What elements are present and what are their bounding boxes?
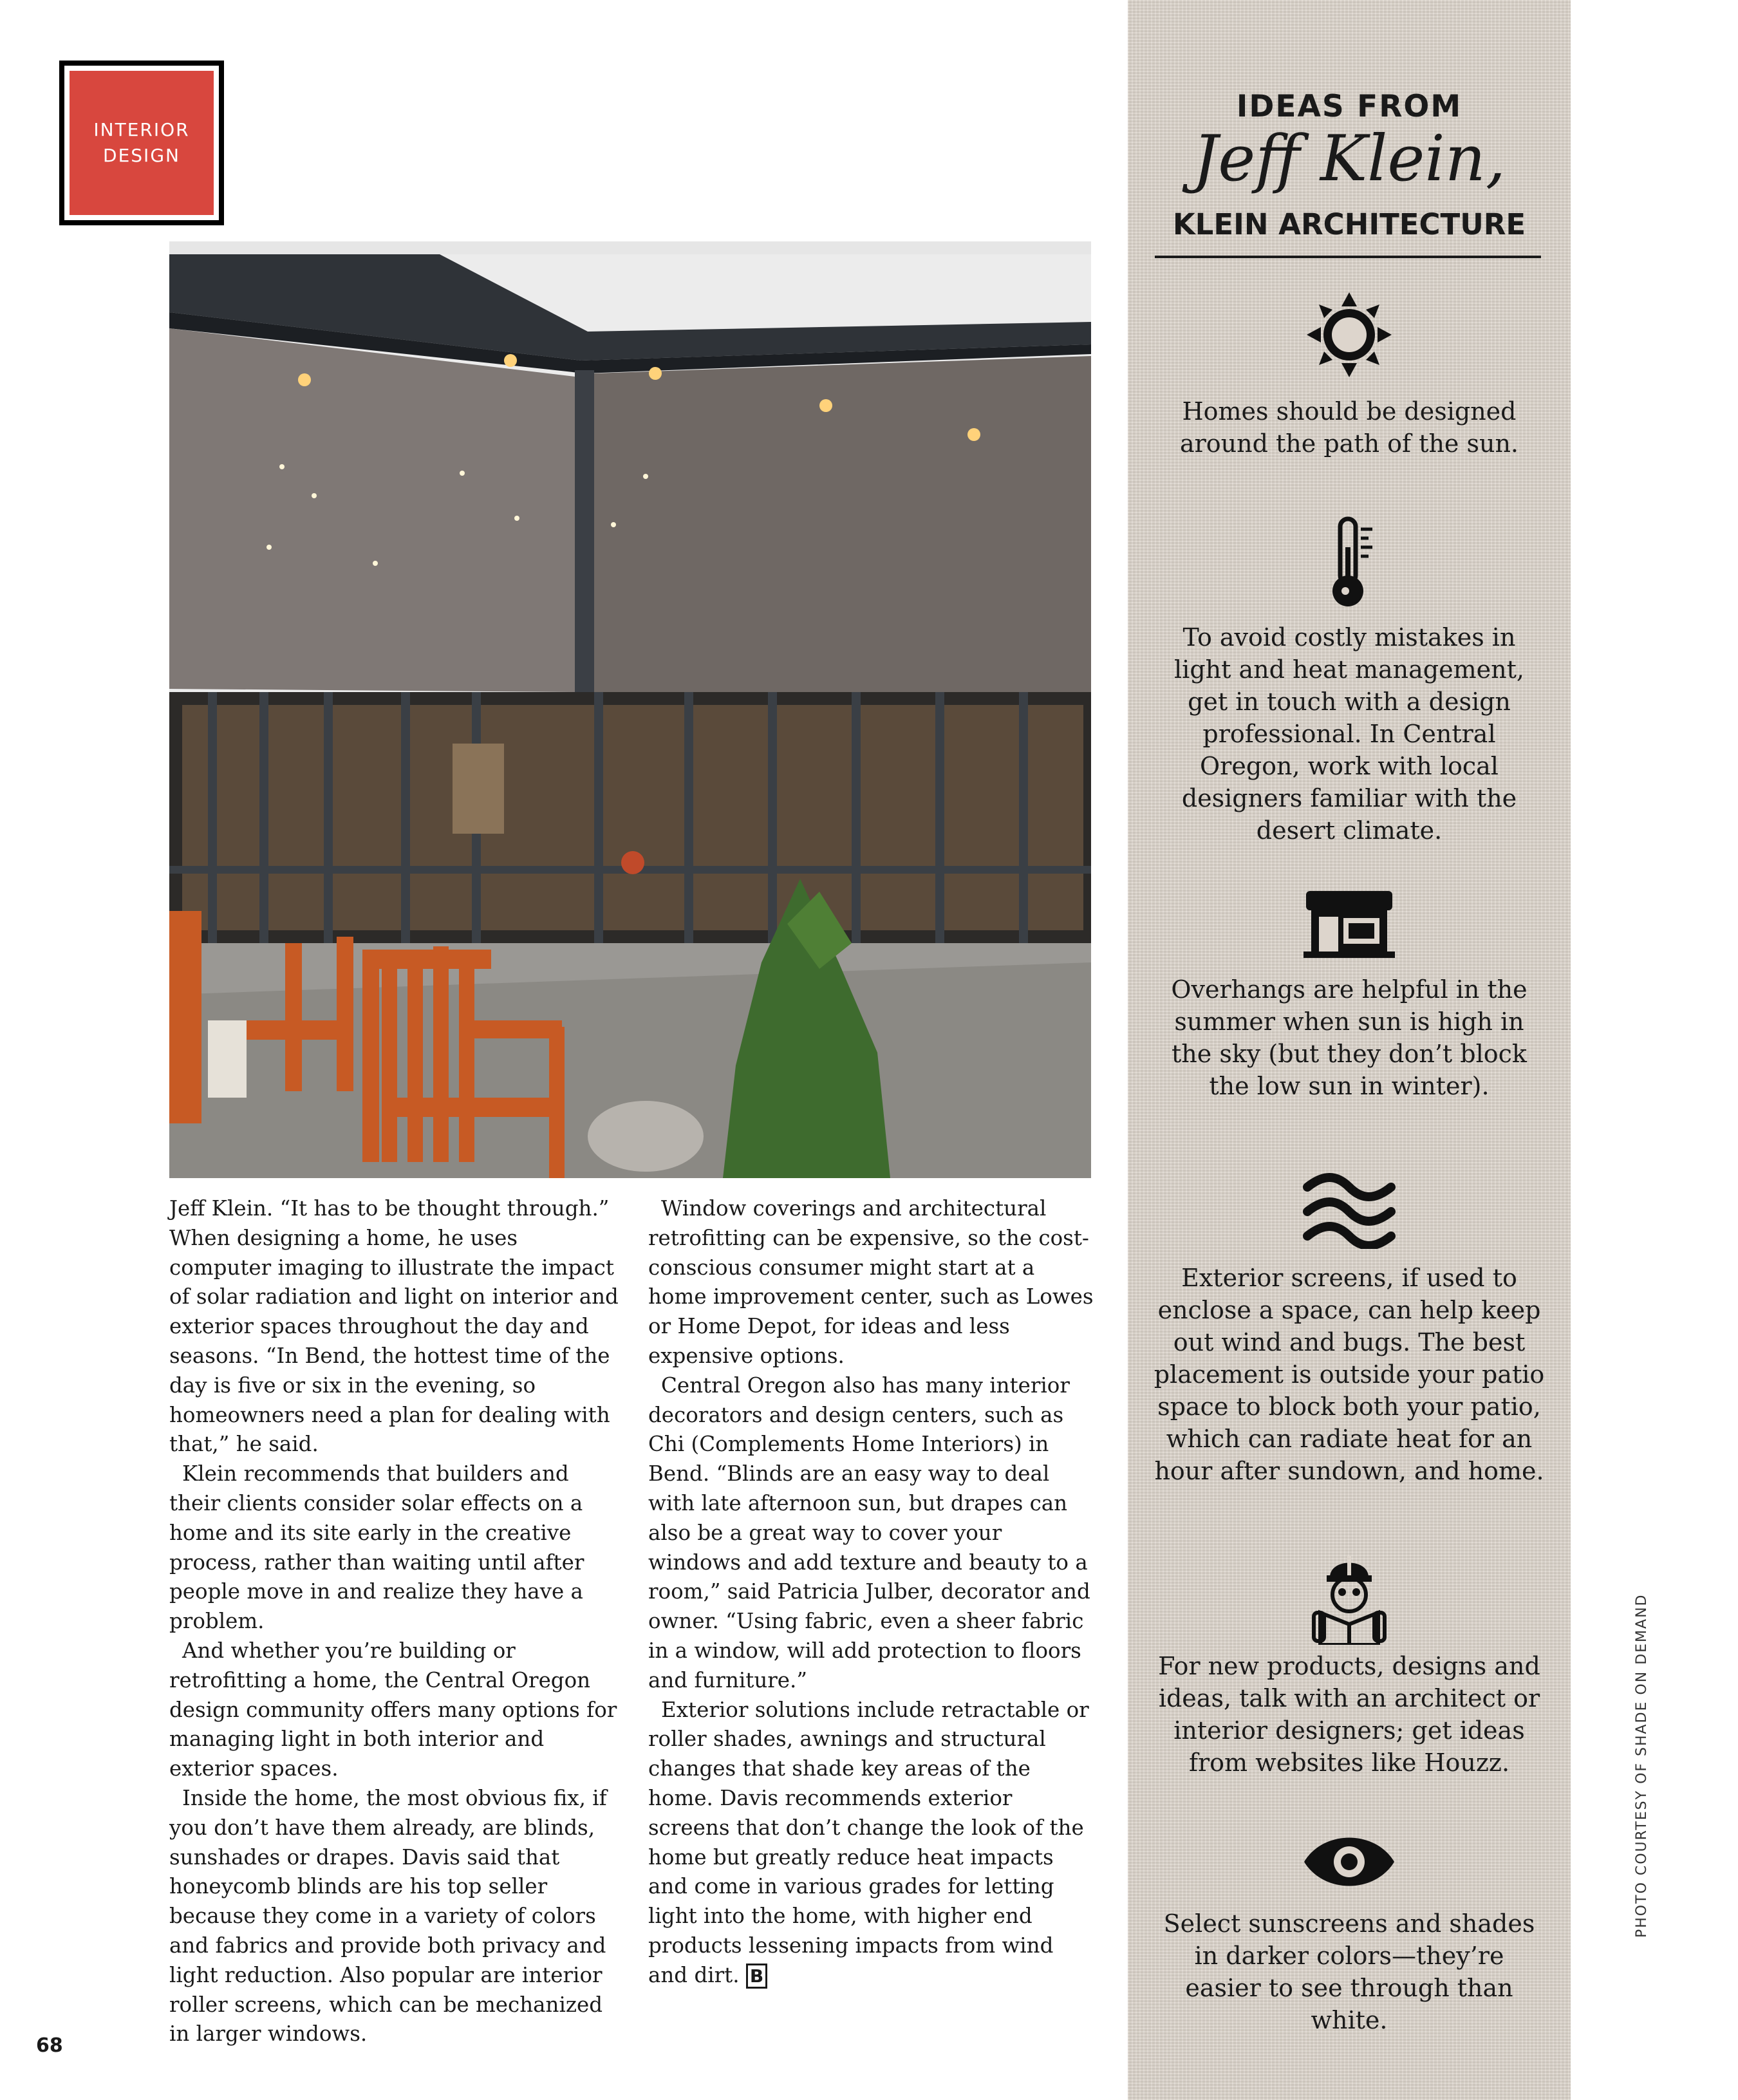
tip-text: Overhangs are helpful in the summer when sun is high in the sky (but they don’t block the low sun in winter). bbox=[1171, 975, 1528, 1100]
article-column-2 bbox=[648, 1194, 1099, 1991]
article-paragraph: Inside the home, the most obvious fix, if you don’t have them already, are blinds, sunshades or drapes. Davis said that honeycomb blinds are his top seller because they come in a variety of colors and fabrics and provide both privacy and light reduction. Also popular are interior roller screens, which can be mechanized in larger windows. bbox=[169, 1785, 607, 2047]
sidebar-firm: KLEIN ARCHITECTURE bbox=[1172, 207, 1526, 241]
article-paragraph: Klein recommends that builders and their clients consider solar effects on a home and its site early in the creative process, rather than waiting until after people move in and realize they have a problem. bbox=[169, 1461, 584, 1634]
feature-photo bbox=[169, 241, 1091, 1178]
tip-text: To avoid costly mistakes in light and heat management, get in touch with a design professional. In Central Oregon, work with local designers familiar with the desert climate. bbox=[1174, 623, 1524, 845]
section-badge-line1: INTERIOR bbox=[93, 119, 190, 140]
tip-text: Exterior screens, if used to enclose a space, can help keep out wind and bugs. The best placement is outside your patio space to block both your patio, which can radiate heat for an hour after sundown, and home. bbox=[1154, 1264, 1545, 1485]
storefront-icon bbox=[1128, 888, 1571, 962]
sidebar-rule bbox=[1155, 256, 1541, 258]
sidebar-eyebrow: IDEAS FROM bbox=[1236, 89, 1462, 124]
article-paragraph: And whether you’re building or retrofitting a home, the Central Oregon design community offers many options for managing light in both interior and exterior spaces. bbox=[169, 1638, 617, 1781]
article-paragraph-text: Exterior solutions include retractable or roller shades, awnings and structural changes that shade key areas of the home. Davis recommends exterior screens that don’t change the look of the home but greatly reduce heat impacts and come in various grades for letting light into the home, with higher end products lessening impacts from wind and dirt. bbox=[648, 1697, 1089, 1987]
article-paragraph: Jeff Klein. “It has to be thought through.” When designing a home, he uses computer imaging to illustrate the impact of solar radiation and light on interior and exterior spaces throughout the day and seasons. “In Bend, the hottest time of the day is five or six in the evening, so homeowners need a plan for dealing with that,” he said. bbox=[169, 1196, 619, 1457]
photo-credit: PHOTO COURTESY OF SHADE ON DEMAND bbox=[1634, 1593, 1650, 1938]
tip-text: Homes should be designed around the path of the sun. bbox=[1179, 397, 1519, 458]
page-number: 68 bbox=[36, 2034, 63, 2057]
ideas-sidebar bbox=[1128, 0, 1571, 2100]
tip-text: For new products, designs and ideas, talk with an architect or interior designers; get ideas from websites like Houzz. bbox=[1158, 1652, 1540, 1777]
end-mark: B bbox=[746, 1964, 767, 1989]
article-column-1 bbox=[169, 1194, 620, 2049]
sidebar-name: Jeff Klein, bbox=[1192, 122, 1506, 196]
section-badge bbox=[59, 61, 224, 225]
sun-icon bbox=[1128, 290, 1571, 382]
thermometer-icon bbox=[1128, 515, 1571, 614]
wind-waves-icon bbox=[1128, 1172, 1571, 1252]
article-paragraph bbox=[648, 1696, 1099, 1991]
section-badge-line2: DESIGN bbox=[103, 145, 180, 166]
article-paragraph: Window coverings and architectural retrofitting can be expensive, so the cost-conscious consumer might start at a home improvement center, such as Lowes or Home Depot, for ideas and less expensive options. bbox=[648, 1196, 1094, 1368]
article-paragraph: Central Oregon also has many interior decorators and design centers, such as Chi (Complements Home Interiors) in Bend. “Blinds are an easy way to deal with late afternoon sun, but drapes can also be a great way to cover your windows and add texture and beauty to a room,” said Patricia Julber, decorator and owner. “Using fabric, even a sheer fabric in a window, will add protection to floors and furniture.” bbox=[648, 1373, 1090, 1692]
eye-icon bbox=[1128, 1830, 1571, 1897]
architect-icon bbox=[1128, 1548, 1571, 1647]
tip-text: Select sunscreens and shades in darker colors—they’re easier to see through than white. bbox=[1163, 1909, 1535, 2034]
